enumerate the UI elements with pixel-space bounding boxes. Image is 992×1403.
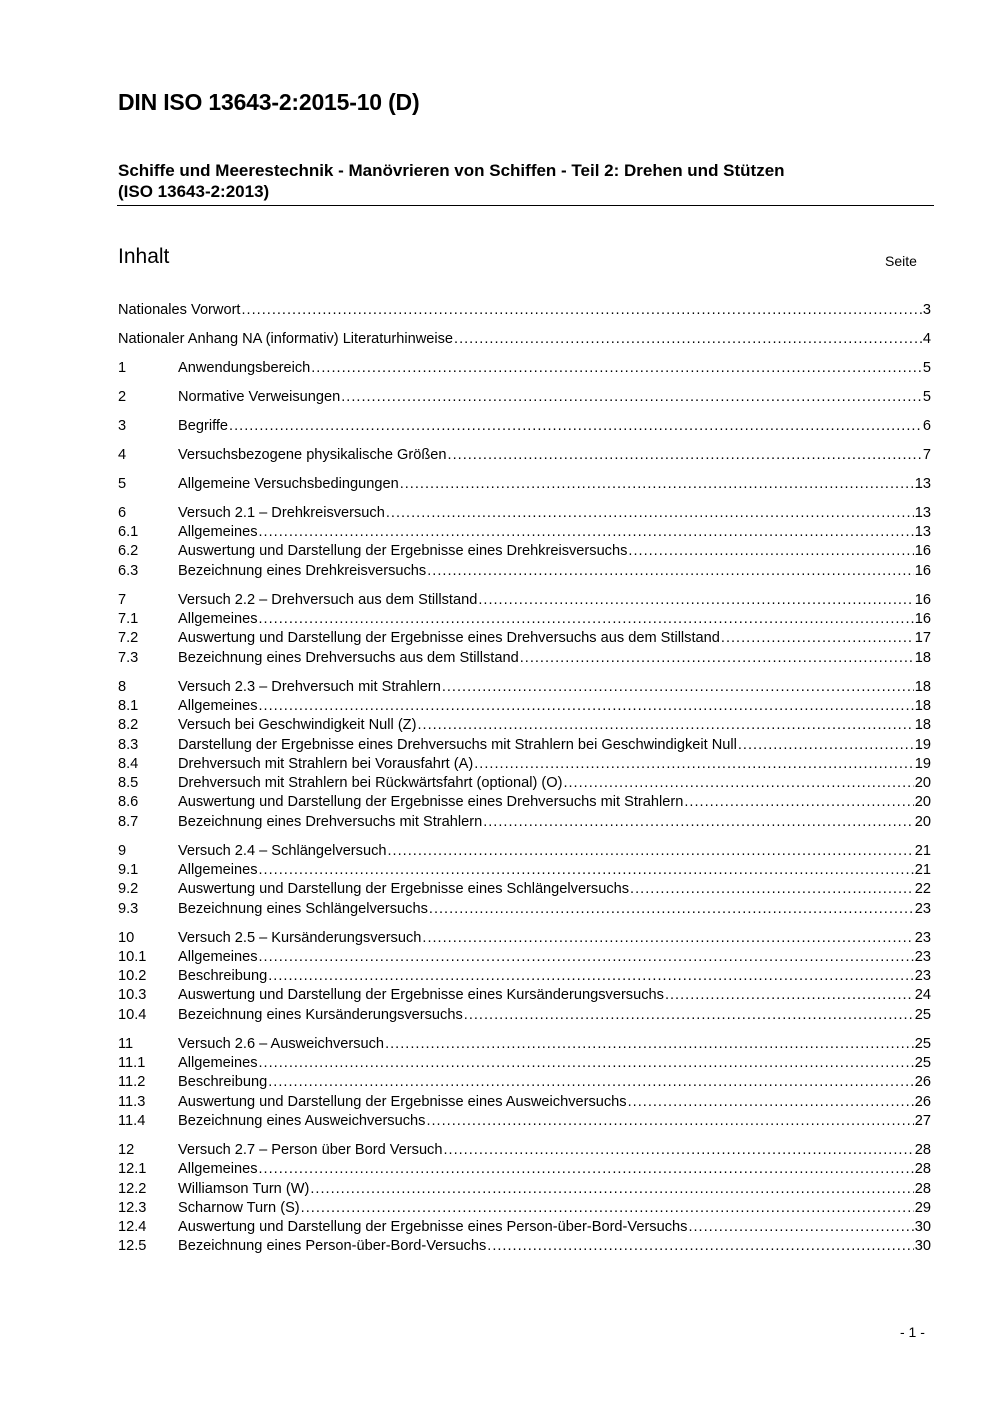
toc-entry-page: 7 — [922, 446, 931, 463]
toc-entry-label: Allgemeines — [178, 948, 258, 965]
toc-dot-leader — [429, 900, 914, 919]
toc-dot-leader — [688, 1218, 913, 1237]
toc-entry-label: Allgemeines — [178, 1055, 258, 1072]
toc-entry-number: 12.2 — [118, 1180, 147, 1197]
toc-entry-label: Auswertung und Darstellung der Ergebnisse eines Drehversuchs aus dem Stillstand — [178, 630, 720, 647]
toc-entry-number: 9.2 — [118, 881, 139, 898]
toc-entry-page: 20 — [914, 813, 931, 830]
toc-dot-leader — [386, 504, 914, 523]
toc-entry-page: 22 — [914, 881, 931, 898]
toc-entry[interactable] — [118, 562, 931, 581]
toc-entry-number: 8.6 — [118, 794, 139, 811]
toc-entry-label: Bezeichnung eines Ausweichversuchs — [178, 1112, 426, 1129]
toc-entry-page: 13 — [914, 475, 931, 492]
toc-dot-leader — [259, 861, 914, 880]
toc-entry-page: 23 — [914, 929, 931, 946]
toc-entry-label: Bezeichnung eines Schlängelversuchs — [178, 900, 428, 917]
toc-entry-label: Bezeichnung eines Person-über-Bord-Versuchs — [178, 1238, 487, 1255]
toc-entry-label: Drehversuch mit Strahlern bei Rückwärtsfahrt (optional) (O) — [178, 775, 563, 792]
toc-entry-label: Versuch 2.4 – Schlängelversuch — [178, 842, 387, 859]
toc-entry-page: 21 — [914, 862, 931, 878]
toc-entry-number: 12 — [118, 1141, 135, 1158]
toc-entry-label: Scharnow Turn (S) — [178, 1199, 300, 1216]
toc-dot-leader — [422, 929, 913, 948]
toc-entry[interactable] — [118, 523, 931, 542]
toc-dot-leader — [628, 1093, 914, 1112]
toc-entry-number: 12.4 — [118, 1219, 147, 1236]
toc-entry-number: 7.1 — [118, 611, 139, 628]
toc-entry[interactable] — [118, 1054, 931, 1073]
toc-entry[interactable] — [118, 475, 931, 494]
toc-dot-leader — [341, 388, 922, 407]
toc-entry[interactable] — [118, 716, 931, 735]
toc-dot-leader — [628, 542, 913, 561]
toc-entry-number: 6.1 — [118, 524, 139, 541]
table-of-contents — [118, 301, 931, 1257]
toc-dot-leader — [563, 774, 913, 793]
toc-entry[interactable] — [118, 736, 931, 755]
toc-entry-label: Versuch 2.6 – Ausweichversuch — [178, 1035, 385, 1052]
toc-entry-number: 8.4 — [118, 755, 139, 772]
toc-entry-number: 6.2 — [118, 543, 139, 560]
toc-entry-page: 28 — [914, 1180, 931, 1197]
toc-entry-label: Auswertung und Darstellung der Ergebnisse eines Ausweichversuchs — [178, 1093, 627, 1110]
toc-dot-leader — [474, 755, 914, 774]
toc-entry[interactable] — [118, 1141, 931, 1160]
toc-entry-label: Drehversuch mit Strahlern bei Vorausfahrt (A) — [178, 755, 474, 772]
toc-entry-page: 3 — [922, 302, 931, 318]
toc-entry-page: 21 — [914, 842, 931, 859]
toc-entry[interactable] — [118, 1160, 931, 1179]
toc-entry-label: Begriffe — [178, 417, 229, 434]
toc-entry-number: 12.1 — [118, 1161, 147, 1178]
subtitle-line-1: Schiffe und Meerestechnik - Manövrieren von Schiffen - Teil 2: Drehen und Stützen — [118, 161, 785, 180]
toc-entry[interactable] — [118, 388, 931, 407]
toc-entry-page: 30 — [914, 1219, 931, 1236]
toc-entry-number: 7.3 — [118, 649, 139, 666]
toc-dot-leader — [385, 1035, 914, 1054]
toc-entry[interactable] — [118, 880, 931, 899]
toc-entry-label: Bezeichnung eines Kursänderungsversuchs — [178, 1006, 463, 1023]
toc-dot-leader — [259, 1054, 914, 1073]
toc-dot-leader — [400, 475, 914, 494]
toc-dot-leader — [242, 301, 922, 320]
toc-entry-label: Allgemeine Versuchsbedingungen — [178, 475, 399, 492]
toc-entry-label: Beschreibung — [178, 968, 268, 985]
toc-entry-number: 10.1 — [118, 948, 147, 965]
toc-entry-label: Versuchsbezogene physikalische Größen — [178, 446, 447, 463]
toc-page-label: Seite — [885, 253, 917, 269]
toc-dot-leader — [442, 678, 914, 697]
toc-entry[interactable] — [118, 446, 931, 465]
toc-entry-number: 10.4 — [118, 1006, 147, 1023]
toc-dot-leader — [630, 880, 914, 899]
toc-entry-label: Allgemeines — [178, 862, 258, 878]
toc-entry-label: Darstellung der Ergebnisse eines Drehversuchs mit Strahlern bei Geschwindigkeit Null — [178, 736, 737, 753]
toc-dot-leader — [454, 330, 922, 349]
toc-entry-number: 10.3 — [118, 987, 147, 1004]
toc-entry-page: 24 — [914, 987, 931, 1004]
toc-entry-page: 16 — [914, 562, 931, 579]
toc-entry-label: Versuch bei Geschwindigkeit Null (Z) — [178, 717, 417, 734]
toc-entry-page: 18 — [914, 717, 931, 734]
toc-entry[interactable] — [118, 900, 931, 919]
toc-heading: Inhalt — [118, 245, 170, 268]
toc-dot-leader — [427, 562, 914, 581]
toc-dot-leader — [259, 948, 914, 967]
toc-entry[interactable] — [118, 793, 931, 812]
toc-entry-page: 5 — [922, 388, 931, 405]
toc-entry-label: Williamson Turn (W) — [178, 1180, 310, 1197]
toc-dot-leader — [665, 986, 914, 1005]
toc-entry-label: Allgemeines — [178, 524, 258, 541]
title-divider — [117, 205, 934, 206]
toc-entry-page: 25 — [914, 1055, 931, 1072]
toc-entry[interactable] — [118, 301, 931, 320]
toc-entry-page: 18 — [914, 697, 931, 714]
toc-dot-leader — [417, 716, 913, 735]
toc-entry[interactable] — [118, 1180, 931, 1199]
toc-entry-label: Versuch 2.1 – Drehkreisversuch — [178, 504, 385, 521]
toc-entry-page: 20 — [914, 775, 931, 792]
toc-entry-page: 26 — [914, 1074, 931, 1091]
toc-entry[interactable] — [118, 504, 931, 523]
toc-entry-number: 11 — [118, 1035, 134, 1052]
toc-entry[interactable] — [118, 417, 931, 436]
toc-entry-number: 6.3 — [118, 562, 139, 579]
toc-entry[interactable] — [118, 629, 931, 648]
toc-entry-number: 11.4 — [118, 1112, 146, 1129]
toc-dot-leader — [268, 1073, 914, 1092]
toc-entry[interactable] — [118, 1199, 931, 1218]
toc-entry-number: 9.3 — [118, 900, 139, 917]
toc-dot-leader — [259, 1160, 914, 1179]
toc-entry[interactable] — [118, 359, 931, 378]
toc-entry[interactable] — [118, 697, 931, 716]
toc-dot-leader — [310, 1180, 913, 1199]
document-title: DIN ISO 13643-2:2015-10 (D) — [118, 89, 420, 115]
toc-dot-leader — [464, 1006, 914, 1025]
toc-dot-leader — [520, 649, 914, 668]
toc-entry[interactable] — [118, 861, 931, 880]
toc-dot-leader — [426, 1112, 913, 1131]
toc-entry[interactable] — [118, 1237, 931, 1256]
toc-entry[interactable] — [118, 1218, 931, 1237]
toc-entry-number: 4 — [118, 446, 127, 463]
toc-entry-label: Versuch 2.5 – Kursänderungsversuch — [178, 929, 422, 946]
toc-entry[interactable] — [118, 929, 931, 948]
toc-entry-number: 5 — [118, 475, 127, 492]
toc-entry-page: 28 — [914, 1161, 931, 1178]
toc-entry[interactable] — [118, 610, 931, 629]
toc-entry-number: 11.3 — [118, 1093, 146, 1110]
toc-entry-number: 12.5 — [118, 1238, 147, 1255]
toc-entry-page: 19 — [914, 736, 931, 753]
document-subtitle — [118, 160, 938, 202]
toc-dot-leader — [259, 610, 914, 629]
toc-entry-page: 26 — [914, 1093, 931, 1110]
toc-entry-page: 25 — [914, 1035, 931, 1052]
toc-entry-page: 16 — [914, 591, 931, 608]
toc-entry[interactable] — [118, 1035, 931, 1054]
page-number: - 1 - — [900, 1324, 925, 1340]
toc-entry-label: Beschreibung — [178, 1074, 268, 1091]
toc-entry[interactable] — [118, 542, 931, 561]
toc-entry-label: Auswertung und Darstellung der Ergebnisse eines Person-über-Bord-Versuchs — [178, 1219, 688, 1236]
toc-entry[interactable] — [118, 1006, 931, 1025]
toc-entry-page: 23 — [914, 948, 931, 965]
toc-entry-label: Nationaler Anhang NA (informativ) Literaturhinweise — [118, 330, 454, 347]
toc-entry-label: Allgemeines — [178, 611, 258, 628]
toc-entry-page: 16 — [914, 543, 931, 560]
toc-entry-number: 8.5 — [118, 775, 139, 792]
toc-entry-page: 30 — [914, 1238, 931, 1255]
toc-entry[interactable] — [118, 986, 931, 1005]
toc-entry-page: 19 — [914, 755, 931, 772]
toc-dot-leader — [684, 793, 913, 812]
toc-entry-page: 4 — [922, 330, 931, 347]
toc-entry[interactable] — [118, 649, 931, 668]
toc-entry[interactable] — [118, 755, 931, 774]
toc-entry-number: 10.2 — [118, 968, 147, 985]
toc-entry-number: 9 — [118, 842, 127, 859]
toc-dot-leader — [229, 417, 922, 436]
toc-dot-leader — [448, 446, 922, 465]
toc-entry-label: Nationales Vorwort — [118, 302, 241, 318]
toc-entry-label: Normative Verweisungen — [178, 388, 341, 405]
toc-entry-number: 8.3 — [118, 736, 139, 753]
toc-entry[interactable] — [118, 1073, 931, 1092]
toc-entry-number: 11.2 — [118, 1074, 146, 1091]
toc-entry-number: 12.3 — [118, 1199, 147, 1216]
toc-dot-leader — [738, 736, 914, 755]
subtitle-line-2: (ISO 13643-2:2013) — [118, 182, 270, 201]
toc-entry-number: 10 — [118, 929, 135, 946]
toc-entry[interactable] — [118, 774, 931, 793]
toc-dot-leader — [259, 523, 914, 542]
toc-dot-leader — [721, 629, 914, 648]
toc-entry[interactable] — [118, 1093, 931, 1112]
toc-dot-leader — [301, 1199, 914, 1218]
toc-entry-page: 29 — [914, 1199, 931, 1216]
toc-entry-label: Auswertung und Darstellung der Ergebnisse eines Schlängelversuchs — [178, 881, 630, 898]
toc-entry-page: 20 — [914, 794, 931, 811]
toc-dot-leader — [487, 1237, 914, 1256]
toc-entry-number: 3 — [118, 417, 127, 434]
toc-entry-number: 7 — [118, 591, 127, 608]
toc-entry-label: Allgemeines — [178, 1161, 258, 1178]
toc-entry[interactable] — [118, 948, 931, 967]
toc-entry-number: 6 — [118, 504, 127, 521]
toc-entry-label: Bezeichnung eines Drehversuchs aus dem Stillstand — [178, 649, 519, 666]
toc-entry-label: Versuch 2.7 – Person über Bord Versuch — [178, 1141, 443, 1158]
toc-entry-label: Bezeichnung eines Drehkreisversuchs — [178, 562, 427, 579]
toc-entry-page: 23 — [914, 968, 931, 985]
toc-entry-page: 18 — [914, 649, 931, 666]
toc-entry-number: 11.1 — [118, 1055, 146, 1072]
toc-entry[interactable] — [118, 1112, 931, 1131]
toc-entry[interactable] — [118, 591, 931, 610]
toc-dot-leader — [483, 813, 914, 832]
toc-entry-page: 13 — [914, 504, 931, 521]
toc-dot-leader — [311, 359, 922, 378]
toc-entry-number: 8 — [118, 678, 127, 695]
toc-entry-page: 6 — [922, 417, 931, 434]
toc-entry[interactable] — [118, 678, 931, 697]
toc-entry-number: 8.7 — [118, 813, 139, 830]
toc-entry-label: Allgemeines — [178, 697, 258, 714]
toc-entry[interactable] — [118, 330, 931, 349]
toc-dot-leader — [388, 842, 914, 861]
toc-entry-number: 7.2 — [118, 630, 139, 647]
toc-entry-label: Auswertung und Darstellung der Ergebnisse eines Drehkreisversuchs — [178, 543, 628, 560]
toc-entry-number: 9.1 — [118, 862, 139, 878]
toc-entry[interactable] — [118, 842, 931, 861]
toc-entry-label: Auswertung und Darstellung der Ergebnisse eines Drehversuchs mit Strahlern — [178, 794, 684, 811]
toc-entry-page: 16 — [914, 611, 931, 628]
toc-entry-page: 28 — [914, 1141, 931, 1158]
toc-entry-label: Auswertung und Darstellung der Ergebnisse eines Kursänderungsversuchs — [178, 987, 664, 1004]
toc-entry-page: 25 — [914, 1006, 931, 1023]
toc-entry-page: 17 — [914, 630, 931, 647]
toc-entry-page: 23 — [914, 900, 931, 917]
toc-entry-label: Bezeichnung eines Drehversuchs mit Strahlern — [178, 813, 483, 830]
toc-entry[interactable] — [118, 813, 931, 832]
toc-entry-page: 5 — [922, 359, 931, 376]
toc-entry-page: 18 — [914, 678, 931, 695]
toc-entry-label: Versuch 2.3 – Drehversuch mit Strahlern — [178, 678, 441, 695]
toc-entry-label: Versuch 2.2 – Drehversuch aus dem Stillstand — [178, 591, 478, 608]
toc-entry-page: 27 — [914, 1112, 931, 1129]
toc-dot-leader — [478, 591, 913, 610]
toc-entry-number: 1 — [118, 359, 127, 376]
toc-entry-number: 2 — [118, 388, 127, 405]
toc-dot-leader — [443, 1141, 913, 1160]
toc-entry-label: Anwendungsbereich — [178, 359, 311, 376]
toc-dot-leader — [259, 697, 914, 716]
toc-entry[interactable] — [118, 967, 931, 986]
toc-entry-number: 8.1 — [118, 697, 139, 714]
toc-entry-page: 13 — [914, 524, 931, 541]
toc-entry-number: 8.2 — [118, 717, 139, 734]
toc-dot-leader — [268, 967, 914, 986]
